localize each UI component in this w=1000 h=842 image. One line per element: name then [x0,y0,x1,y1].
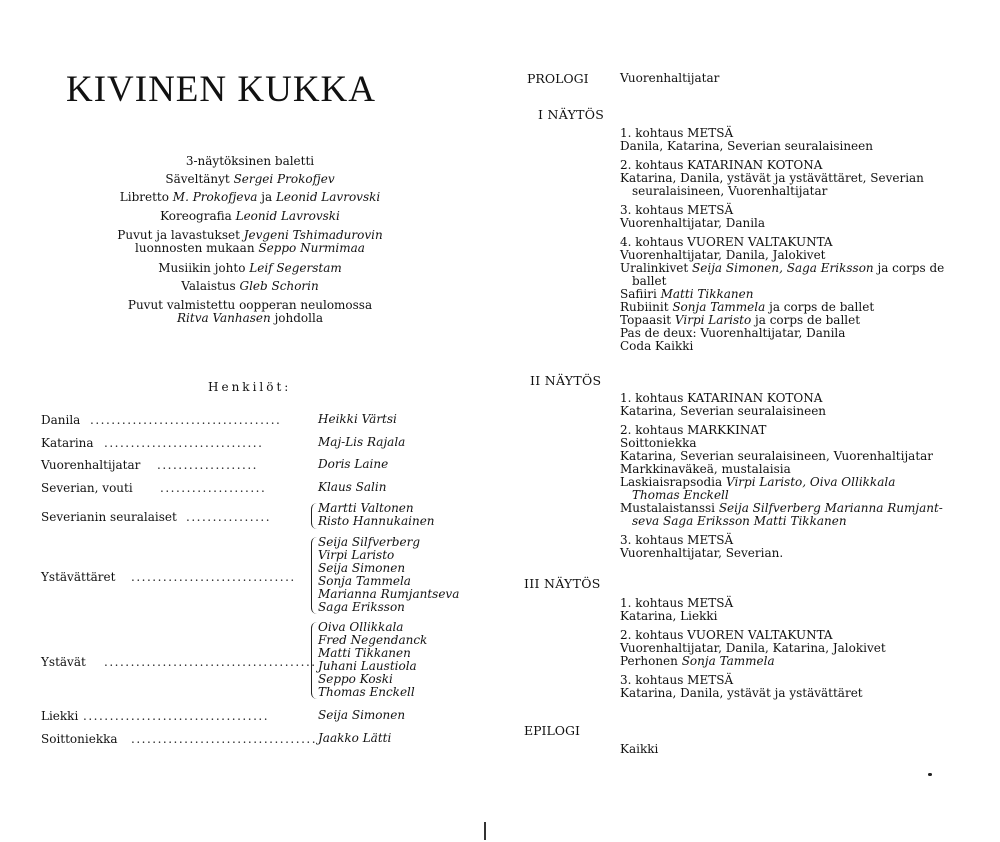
credits-lighting: Valaistus Gleb Schorin [181,279,319,293]
scene-line: Laskiaisrapsodia Virpi Laristo, Oiva Ollikkala [620,475,896,489]
cast-role: Soittoniekka [41,732,118,746]
scene-line: Rubiinit Sonja Tammela ja corps de ballet [620,300,875,314]
cast-role: Katarina [41,436,94,450]
cast-actor: Oiva Ollikkala [318,620,404,634]
scene-line: Vuorenhaltijatar, Danila, Katarina, Jalokivet [620,641,886,655]
brace [311,537,318,614]
brace [311,622,318,699]
epilogi-text: Kaikki [620,742,659,756]
epilogi-label: EPILOGI [524,723,580,738]
cast-actor: Thomas Enckell [318,685,415,699]
scene-line: Pas de deux: Vuorenhaltijatar, Danila [620,326,846,340]
ink-speck [928,773,932,776]
scene-line: Katarina, Severian seuralaisineen [620,404,827,418]
cast-actor: Doris Laine [318,457,389,471]
cast-role: Severian, vouti [41,481,133,495]
brace [311,503,318,529]
cast-actor: Fred Negendanck [318,633,428,647]
credits-costume-making: Puvut valmistettu oopperan neulomossa Ritva Vanhasen johdolla [127,298,373,325]
scene-title: 3. kohtaus METSÄ [620,203,734,217]
cast-actor: Seija Simonen [318,561,406,575]
scene-line: Katarina, Danila, ystävät ja ystävättäret, Severian [620,171,924,185]
cast-dots: ................... [157,458,258,472]
scene-line: Vuorenhaltijatar, Danila, Jalokivet [620,248,826,262]
scene-line: Vuorenhaltijatar, Severian. [620,546,784,560]
cast-dots: ................................... [131,732,318,746]
cast-dots: .................... [160,481,267,495]
act1-scenes [620,127,944,353]
prologi-text: Vuorenhaltijatar [620,71,720,85]
cast-actor: Seppo Koski [318,672,393,686]
henkilot-heading: Henkilöt: [208,380,292,394]
cast-dots: .................................... [90,413,282,427]
cast-dots: .............................. [104,436,264,450]
scene-line: Thomas Enckell [632,488,729,502]
cast-dots: ................................... [83,709,270,723]
cast-actor: Jaakko Lätti [318,731,392,745]
cast-role: Severianin seuralaiset [41,510,177,524]
cast-dots: ................ [186,510,272,524]
credits-costumes: Puvut ja lavastukset Jevgeni Tshimadurovin luonnosten mukaan Seppo Nurmimaa [117,228,383,255]
act2-heading: II NÄYTÖS [530,373,602,388]
cast-actor: Seija Simonen [318,708,406,722]
cast-role: Danila [41,413,81,427]
scene-title: 3. kohtaus METSÄ [620,673,734,687]
cast-actor: Seija Silfverberg [318,535,421,549]
binding-mark [484,822,486,840]
scene-line: Katarina, Severian seuralaisineen, Vuorenhaltijatar [620,449,934,463]
cast-row-danila [41,413,80,427]
cast-role: Vuorenhaltijatar [41,458,141,472]
credits-music: Musiikin johto Leif Segerstam [158,261,342,275]
scene-line: Coda Kaikki [620,339,694,353]
credits-choreography: Koreografia Leonid Lavrovski [160,209,340,223]
scene-title: 3. kohtaus METSÄ [620,533,734,547]
cast-role: Ystävät [41,655,86,669]
cast-role: Ystävättäret [41,570,116,584]
scene-title: 4. kohtaus VUOREN VALTAKUNTA [620,235,833,249]
credits-libretto: Libretto M. Prokofjeva ja Leonid Lavrovski [119,190,381,204]
scene-line: Katarina, Danila, ystävät ja ystävättäret [620,686,863,700]
scene-line: Katarina, Liekki [620,609,718,623]
scene-line: Markkinaväkeä, mustalaisia [620,462,791,476]
cast-actor: Heikki Värtsi [318,412,397,426]
scene-line: Soittoniekka [620,436,697,450]
cast-actor: Juhani Laustiola [318,659,417,673]
scene-title: 2. kohtaus VUOREN VALTAKUNTA [620,628,833,642]
scene-line: ballet [632,274,667,288]
scene-line: Danila, Katarina, Severian seuralaisineen [620,139,873,153]
scene-title: 1. kohtaus METSÄ [620,126,734,140]
cast-dots: ............................... [131,570,296,584]
scene-title: 2. kohtaus MARKKINAT [620,423,767,437]
scene-line: Uralinkivet Seija Simonen, Saga Eriksson ja corps de [620,261,945,275]
cast-actor: Maj-Lis Rajala [318,435,406,449]
act2-scenes [620,392,943,560]
scene-title: 1. kohtaus METSÄ [620,596,734,610]
scene-line: seva Saga Eriksson Matti Tikkanen [632,514,847,528]
cast-actor: Virpi Laristo [318,548,395,562]
scene-title: 1. kohtaus KATARINAN KOTONA [620,391,823,405]
cast-actor: Martti Valtonen [318,501,414,515]
act3-scenes [620,597,886,700]
credits-composer: Säveltänyt Sergei Prokofjev [165,172,335,186]
scene-line: Vuorenhaltijatar, Danila [620,216,766,230]
act3-heading: III NÄYTÖS [524,576,601,591]
scene-line: seuralaisineen, Vuorenhaltijatar [632,184,828,198]
cast-actor: Risto Hannukainen [318,514,435,528]
act1-heading: I NÄYTÖS [538,107,605,122]
scene-title: 2. kohtaus KATARINAN KOTONA [620,158,823,172]
cast-actor: Sonja Tammela [318,574,411,588]
scene-line: Safiiri Matti Tikkanen [620,287,754,301]
credits-genre: 3-näytöksinen baletti [185,154,315,168]
scene-line: Topaasit Virpi Laristo ja corps de ballet [620,313,861,327]
cast-dots: ........................................ [104,655,317,669]
cast-actor: Saga Eriksson [318,600,405,614]
cast-role: Liekki [41,709,79,723]
cast-actor: Klaus Salin [318,480,387,494]
scene-line: Mustalaistanssi Seija Silfverberg Marianna Rumjant- [620,501,943,515]
prologi-label: PROLOGI [527,71,589,86]
cast-actor: Matti Tikkanen [318,646,411,660]
cast-actor: Marianna Rumjantseva [318,587,460,601]
page-title: KIVINEN KUKKA [66,69,376,110]
scene-line: Perhonen Sonja Tammela [620,654,775,668]
